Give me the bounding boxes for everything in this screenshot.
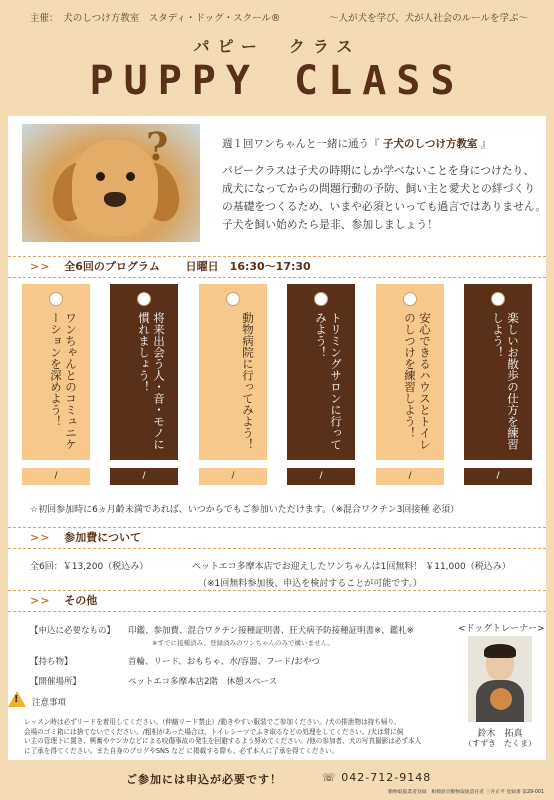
arrow-icon: >>: [30, 260, 51, 273]
intro-heading: [222, 136, 491, 151]
tag-hole: [491, 292, 505, 306]
intro-line: の基礎をつくるため、いまや必須といっても過言ではありません。: [222, 200, 547, 213]
trainer-hair: [484, 644, 516, 658]
other-title: その他: [64, 594, 98, 607]
row-value: ペットエコ多摩本店2階 休憩スペース: [128, 677, 278, 687]
kana-title: パピー クラス: [193, 37, 361, 56]
tag-hole: [403, 292, 417, 306]
caution-line: 会場のゴミ箱には捨てないでください。/粗相があった場合は、トイレシーツでふき取るなどの処理をしてください。/犬は常に飼: [24, 727, 404, 736]
tag-text: トリミングサロンに行ってみよう！: [314, 312, 343, 450]
registration-note: 動物取扱業者登録 相模原市動物取扱責任者 三井正平 登録番 第29-001: [388, 790, 544, 795]
tag-hole: [226, 292, 240, 306]
row-key: 【開催場所】: [30, 677, 82, 687]
trainer-name: 鈴木 拓真: [477, 729, 523, 739]
phone-icon: ☏: [322, 771, 337, 784]
row-key: 【持ち物】: [30, 657, 73, 667]
fee-free: ペットエコ多摩本店でお迎えしたワンちゃんは1回無料！ ￥11,000（税込み）: [192, 562, 511, 572]
puppy-photo: [22, 124, 200, 242]
intro-line: 成犬になってからの問題行動の予防、飼い主と愛犬との絆づくり: [222, 182, 536, 195]
tag-date: /: [464, 468, 532, 485]
trainer-label: <ドッグトレーナー>: [458, 624, 545, 634]
intro-head-prefix: 週１回ワンちゃんと一緒に通う『: [222, 138, 380, 150]
arrow-icon: >>: [30, 594, 51, 607]
intro-line: パピークラスは子犬の時期にしか学べないことを身につけたり、: [222, 164, 535, 177]
tag-hole: [137, 292, 151, 306]
program-title: 全6回のプログラム: [64, 260, 160, 273]
row-value: 印鑑、参加費、混合ワクチン接種証明書、狂犬病予防接種証明書※、鑑札※: [128, 626, 414, 636]
trainer-kana: （すずき たくま）: [463, 739, 537, 748]
program-tag: [464, 284, 532, 460]
question-mark-icon: ?: [146, 124, 169, 169]
warning-title: 注意事項: [32, 698, 67, 708]
tag-hole: [49, 292, 63, 306]
program-tag: [110, 284, 178, 460]
page-title: PUPPY CLASS: [89, 58, 465, 104]
tag-date: /: [376, 468, 444, 485]
arrow-icon: >>: [30, 531, 51, 544]
program-note: ☆初回参加時に6ヵ月齢未満であれば、いつからでもご参加いただけます。（※混合ワクチン3回接種 必須）: [30, 505, 460, 515]
fee-note: （※1回無料参加後、申込を検討することが可能です。）: [198, 579, 423, 589]
caution-line: レッスン時は必ずリードを着用してください。（伸縮リード禁止）/動きやすい服装でご参加ください。/犬の排泄物は持ち帰り、: [24, 718, 401, 726]
tag-text: 動物病院に行ってみよう！: [241, 312, 255, 450]
puppy-eye: [126, 172, 135, 181]
row-key: 【申込に必要なもの】: [30, 626, 116, 636]
tag-date: /: [199, 468, 267, 485]
tag-text: 将来出会う人・音・モノに慣れましょう！: [137, 312, 166, 450]
program-tag: [287, 284, 355, 460]
small-note: ※すでに接種済み、登録済みのワンちゃんのみで構いません。: [152, 639, 334, 647]
warning-mark: !: [14, 694, 19, 705]
intro-text: [222, 162, 547, 234]
intro-head-suffix: 』: [480, 138, 492, 150]
tag-date: /: [287, 468, 355, 485]
puppy-nose: [104, 192, 126, 207]
tag-text: 安心できるハウスとトイレのしつけを練習しよう！: [403, 312, 432, 450]
trainer-puppy: [490, 688, 512, 710]
tag-date: /: [22, 468, 90, 485]
other-section-head: [8, 590, 546, 612]
row-value: 首輪、リード、おもちゃ、水/容器、フード/おやつ: [128, 657, 320, 667]
phone-number: 042-712-9148: [341, 771, 432, 784]
program-time: 日曜日 16:30～17:30: [185, 260, 311, 273]
fee-title: 参加費について: [64, 531, 142, 544]
program-tag: [376, 284, 444, 460]
fee-section-head: [8, 527, 546, 549]
caution-line: い主の管理下に置き、興奮やケンカなどによる咬傷事故の発生を回避するよう努めてください。/他の参加者、犬の写真撮影は必ず本人: [24, 737, 422, 745]
fee-total: 全6回：￥13,200（税込み）: [30, 562, 149, 572]
intro-head-strong: 子犬のしつけ方教室: [382, 138, 478, 150]
program-tag: [199, 284, 267, 460]
footer-phone[interactable]: [322, 771, 431, 784]
tag-date: /: [110, 468, 178, 485]
program-section-head: [8, 256, 546, 278]
tag-text: 楽しいお散歩の仕方を練習しよう！: [491, 312, 520, 450]
caution-text: [24, 718, 452, 756]
program-tag: [22, 284, 90, 460]
tag-text: ワンちゃんとのコミュニケーションを深めよう！: [49, 312, 78, 450]
intro-line: 子犬を飼い始めたら是非、参加しましょう！: [222, 218, 438, 231]
tag-hole: [314, 292, 328, 306]
footer-call: ご参加には申込が必要です！: [126, 773, 282, 786]
puppy-eye: [96, 172, 105, 181]
motto-line: ～人が犬を学び、犬が人社会のルールを学ぶ～: [329, 13, 528, 24]
host-line: 主催： 犬のしつけ方教室 スタディ・ドッグ・スクール®: [30, 13, 281, 24]
caution-line: に了承を得てください。また自身のブログやSNS など に掲載する際も、必ず本人に了承を得てください。: [24, 746, 339, 755]
trainer-photo: [468, 636, 532, 722]
